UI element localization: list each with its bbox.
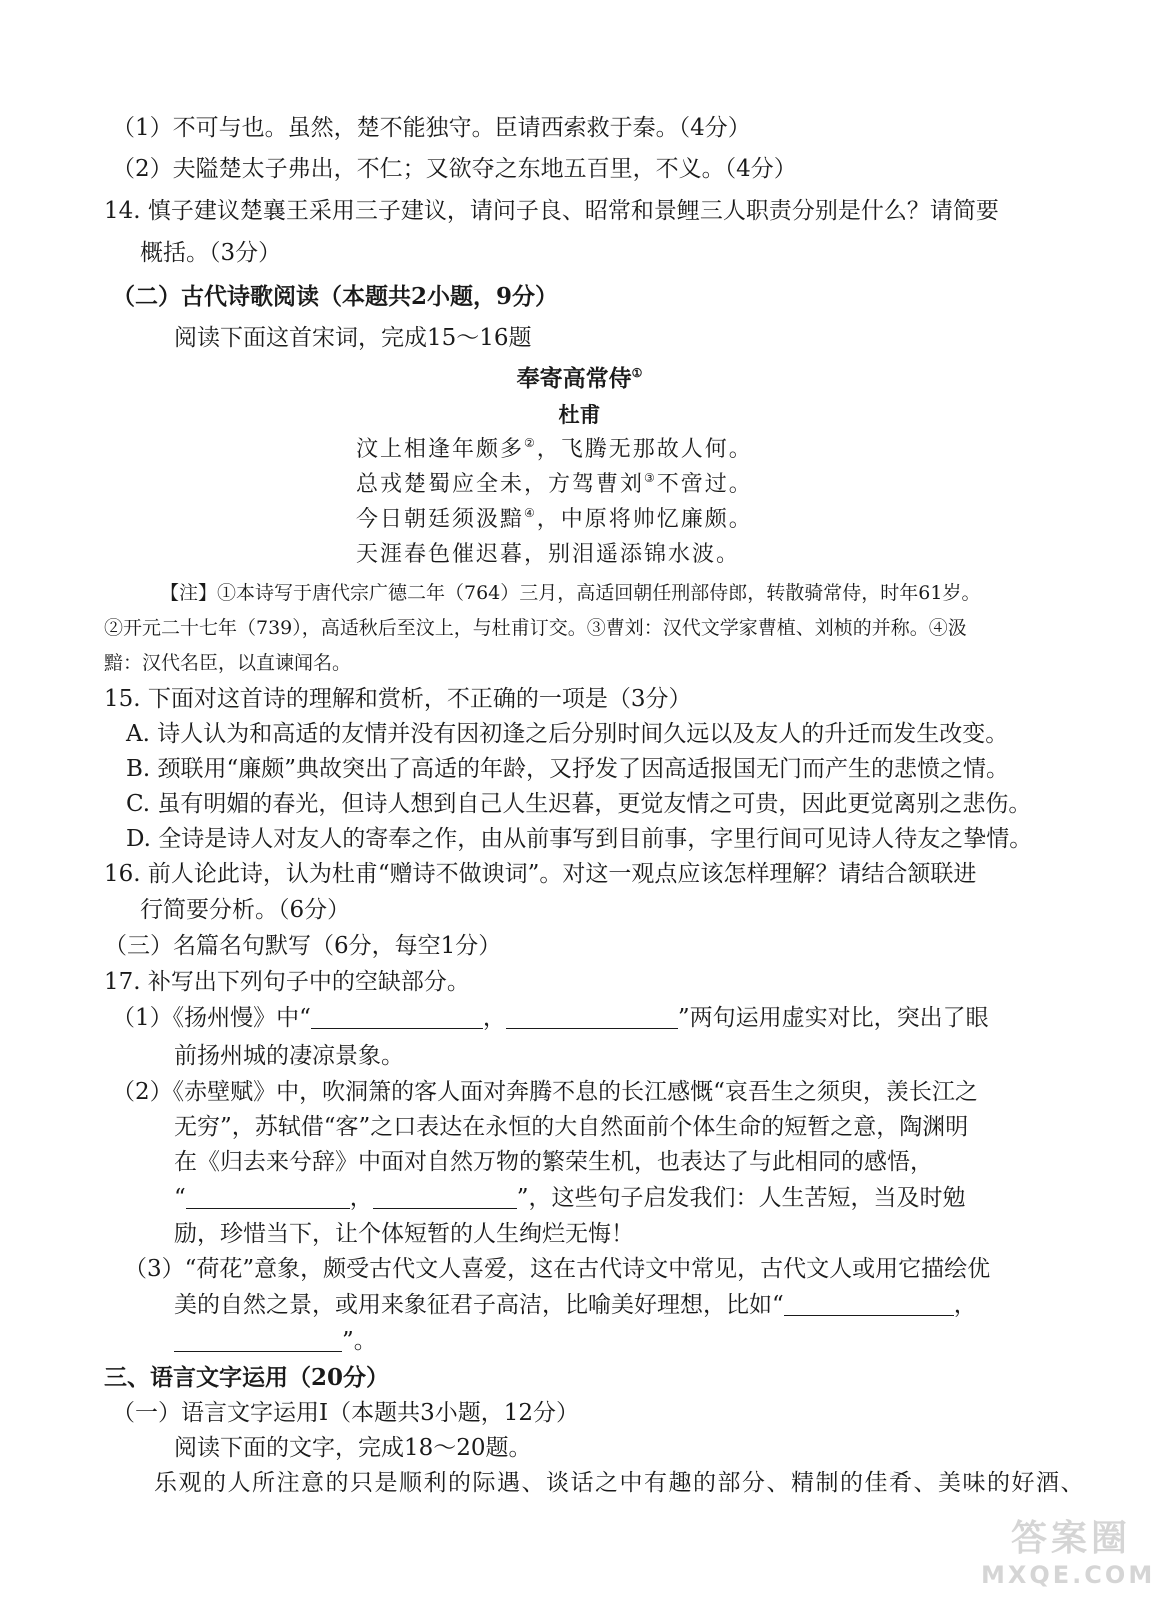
question-15: 15. 下面对这首诗的理解和赏析，不正确的一项是（3分） — [104, 686, 692, 712]
question-16: 16. 前人论此诗，认为杜甫“赠诗不做谀词”。对这一观点应该怎样理解？请结合颔联进 — [104, 861, 977, 887]
poem-line-3: 今日朝廷须汲黯④，中原将帅忆廉颇。 — [356, 506, 753, 532]
watermark-site: MXQE.COM — [981, 1561, 1156, 1589]
answer-blank[interactable] — [174, 1329, 342, 1352]
question-17-item-3-line-2: 美的自然之景，或用来象征君子高洁，比喻美好理想，比如“ ， — [174, 1292, 977, 1318]
question-17-item-2-line-3: 在《归去来兮辞》中面对自然万物的繁荣生机，也表达了与此相同的感悟， — [174, 1149, 933, 1175]
question-14: 14. 慎子建议楚襄王采用三子建议，请问子良、昭常和景鲤三人职责分别是什么？请简要 — [104, 198, 999, 224]
question-17-item-2-line-5: 励，珍惜当下，让个体短暂的人生绚烂无悔！ — [174, 1221, 634, 1247]
question-17-item-1: （1）《扬州慢》中“ ， ”两句运用虚实对比，突出了眼 — [112, 1005, 989, 1031]
answer-blank[interactable] — [186, 1186, 350, 1209]
section-poetry-heading: （二）古代诗歌阅读（本题共2小题，9分） — [112, 283, 559, 310]
poem-title: 奉寄高常侍① — [516, 365, 643, 392]
part-3-subheading: （一）语言文字运用Ⅰ（本题共3小题，12分） — [112, 1400, 579, 1426]
question-15-option-b: B. 颈联用“廉颇”典故突出了高适的年龄，又抒发了因高适报国无门而产生的悲愤之情。 — [126, 756, 1010, 782]
question-17-item-2-line-2: 无穷”，苏轼借“客”之口表达在永恒的大自然面前个体生命的短暂之意，陶渊明 — [174, 1114, 969, 1140]
poem-note-2: ②开元二十七年（739），高适秋后至汶上，与杜甫订交。③曹刘：汉代文学家曹植、刘桢的并称。④汲 — [104, 617, 967, 639]
question-17-item-2: （2）《赤壁赋》中，吹洞箫的客人面对奔腾不息的长江感慨“哀吾生之须臾，羡长江之 — [112, 1079, 978, 1105]
poetry-instruction: 阅读下面这首宋词，完成15～16题 — [174, 325, 532, 351]
question-16-cont: 行简要分析。（6分） — [140, 897, 351, 923]
question-15-option-d: D. 全诗是诗人对友人的寄奉之作，由从前事写到目前事，字里行间可见诗人待友之挚情。 — [126, 826, 1033, 852]
poem-line-2: 总戎楚蜀应全未，方驾曹刘③不啻过。 — [356, 471, 753, 497]
answer-blank[interactable] — [506, 1006, 678, 1029]
answer-blank[interactable] — [373, 1186, 517, 1209]
watermark-brand: 答案圈 — [1010, 1518, 1131, 1559]
section-dictation-heading: （三）名篇名句默写（6分，每空1分） — [104, 933, 502, 959]
question-17: 17. 补写出下列句子中的空缺部分。 — [104, 969, 470, 995]
poem-note-3: 黯：汉代名臣，以直谏闻名。 — [104, 652, 352, 674]
question-14-cont: 概括。（3分） — [140, 240, 282, 266]
question-15-option-c: C. 虽有明媚的春光，但诗人想到自己人生迟暮，更觉友情之可贵，因此更觉离别之悲伤。 — [126, 791, 1032, 817]
question-17-item-3: （3）“荷花”意象，颇受古代文人喜爱，这在古代诗文中常见，古代文人或用它描绘优 — [124, 1256, 991, 1282]
question-17-item-2-line-4: “ ， ”，这些句子启发我们：人生苦短，当及时勉 — [174, 1185, 966, 1211]
answer-blank[interactable] — [311, 1006, 483, 1029]
answer-blank[interactable] — [784, 1293, 954, 1316]
poem-note-1: 【注】①本诗写于唐代宗广德二年（764）三月，高适回朝任刑部侍郎，转散骑常侍，时年61岁。 — [160, 582, 981, 604]
question-17-item-3-line-3: ”。 — [174, 1326, 377, 1356]
passage-instruction: 阅读下面的文字，完成18～20题。 — [174, 1435, 532, 1461]
part-3-heading: 三、语言文字运用（20分） — [104, 1364, 390, 1391]
passage-text: 乐观的人所注意的只是顺利的际遇、谈话之中有趣的部分、精制的佳肴、美味的好酒、 — [154, 1470, 1085, 1496]
question-15-option-a: A. 诗人认为和高适的友情并没有因初逢之后分别时间久远以及友人的升迁而发生改变。 — [126, 721, 1009, 747]
watermark-logo — [981, 1510, 1156, 1590]
poem-line-1: 汶上相逢年颇多②，飞腾无那故人何。 — [356, 436, 753, 462]
question-13-item-1: （1）不可与也。虽然，楚不能独守。臣请西索救于秦。（4分） — [112, 115, 751, 141]
question-13-item-2: （2）夫隘楚太子弗出，不仁；又欲夺之东地五百里，不义。（4分） — [112, 156, 797, 182]
poem-author: 杜甫 — [558, 402, 601, 427]
poem-line-4: 天涯春色催迟暮，别泪遥添锦水波。 — [356, 542, 741, 567]
question-17-item-1-cont: 前扬州城的凄凉景象。 — [174, 1043, 404, 1069]
